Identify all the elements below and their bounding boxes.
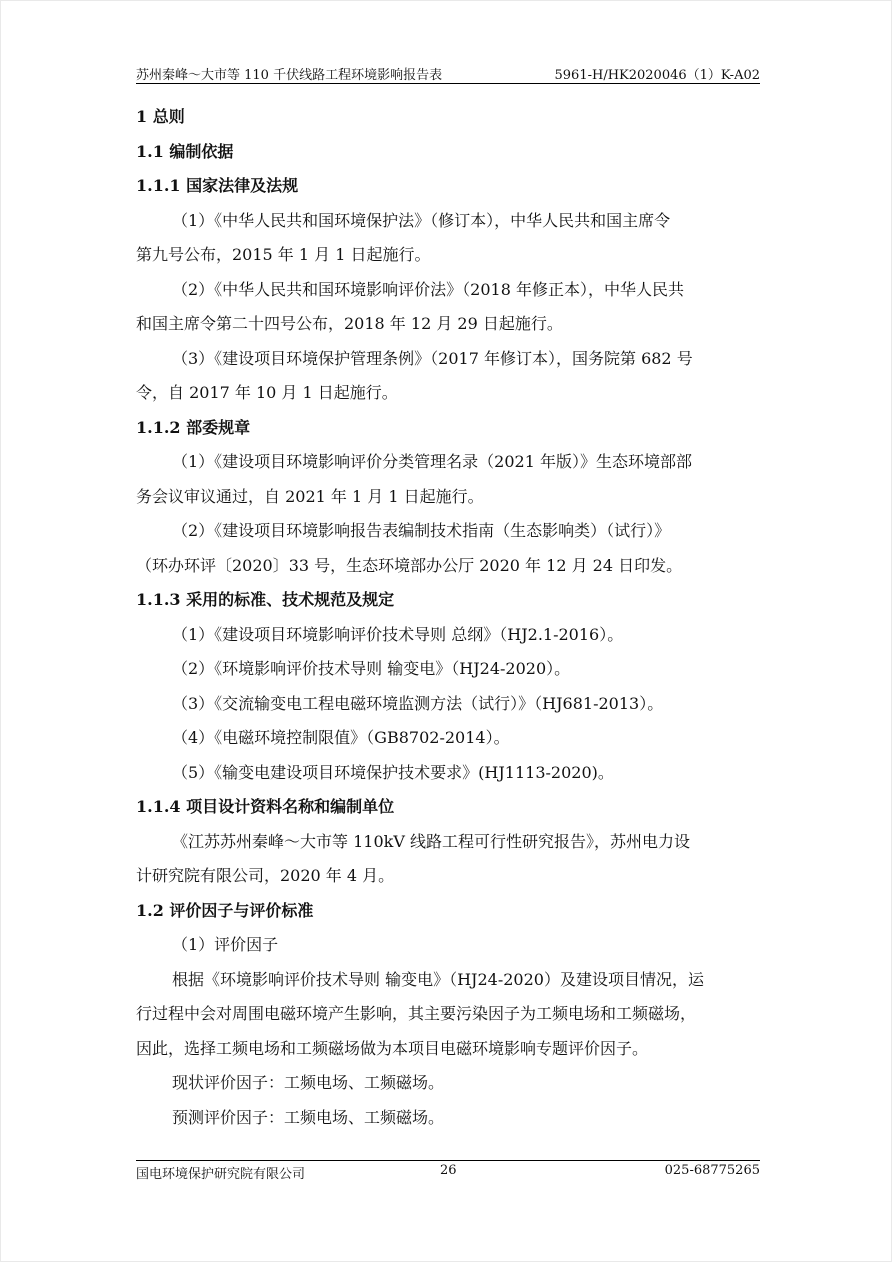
section-heading: 1.1.1 国家法律及法规 [136,176,299,195]
list-item: （2）《环境影响评价技术导则 输变电》（HJ24-2020）。 [172,659,571,678]
list-item: （1）评价因子 [172,935,279,954]
paragraph-line: 第九号公布，2015 年 1 月 1 日起施行。 [136,245,431,264]
page-number: 26 [440,1163,457,1178]
section-heading: 1.1 编制依据 [136,141,234,161]
section-heading: 1.1.2 部委规章 [136,417,251,437]
footer-phone: 025-68775265 [664,1163,760,1178]
paragraph-line: （环办环评〔2020〕33 号，生态环境部办公厅 2020 年 12 月 24 日印发。 [136,555,683,575]
paragraph-line: 因此，选择工频电场和工频磁场做为本项目电磁环境影响专题评价因子。 [136,1038,649,1058]
page-footer [136,1163,760,1183]
paragraph-line: 行过程中会对周围电磁环境产生影响，其主要污染因子为工频电场和工频磁场， [136,1004,697,1023]
page-header [136,64,760,84]
paragraph-line: （2）《建设项目环境影响报告表编制技术指南（生态影响类）（试行）》 [172,521,671,540]
list-item: （5）《输变电建设项目环境保护技术要求》(HJ1113-2020)。 [172,762,614,782]
paragraph-line: （2）《中华人民共和国环境影响评价法》（2018 年修正本），中华人民共 [172,279,684,299]
list-item: （3）《交流输变电工程电磁环境监测方法（试行）》（HJ681-2013）。 [172,693,664,713]
paragraph-line: 《江苏苏州秦峰～大市等 110kV 线路工程可行性研究报告》，苏州电力设 [172,831,690,851]
section-heading: 1.2 评价因子与评价标准 [136,900,314,920]
header-rule [136,83,760,84]
paragraph-line: 令，自 2017 年 10 月 1 日起施行。 [136,383,398,402]
footer-rule [136,1160,760,1161]
paragraph-line: （3）《建设项目环境保护管理条例》（2017 年修订本），国务院第 682 号 [172,348,693,368]
header-report-title: 苏州秦峰～大市等 110 千伏线路工程环境影响报告表 [136,68,443,83]
list-item: （4）《电磁环境控制限值》（GB8702-2014）。 [172,728,510,747]
paragraph-line: 计研究院有限公司，2020 年 4 月。 [136,866,395,885]
paragraph-line: 根据《环境影响评价技术导则 输变电》（HJ24-2020）及建设项目情况，运 [172,969,704,989]
section-heading: 1.1.3 采用的标准、技术规范及规定 [136,590,395,609]
paragraph-line: 务会议审议通过，自 2021 年 1 月 1 日起施行。 [136,486,484,506]
paragraph-line: （1）《建设项目环境影响评价分类管理名录（2021 年版）》生态环境部部 [172,452,692,471]
document-body [136,100,760,1135]
header-report-code: 5961-H/HK2020046（1）K-A02 [554,68,760,83]
paragraph-line: 和国主席令第二十四号公布，2018 年 12 月 29 日起施行。 [136,314,563,333]
section-heading: 1.1.4 项目设计资料名称和编制单位 [136,797,395,816]
paragraph-line: （1）《中华人民共和国环境保护法》（修订本），中华人民共和国主席令 [172,210,671,230]
list-item: （1）《建设项目环境影响评价技术导则 总纲》（HJ2.1-2016）。 [172,624,624,644]
section-heading: 1 总则 [136,107,185,126]
footer-organization: 国电环境保护研究院有限公司 [136,1167,306,1182]
paragraph-line: 预测评价因子：工频电场、工频磁场。 [172,1107,445,1127]
paragraph-line: 现状评价因子：工频电场、工频磁场。 [172,1073,445,1092]
